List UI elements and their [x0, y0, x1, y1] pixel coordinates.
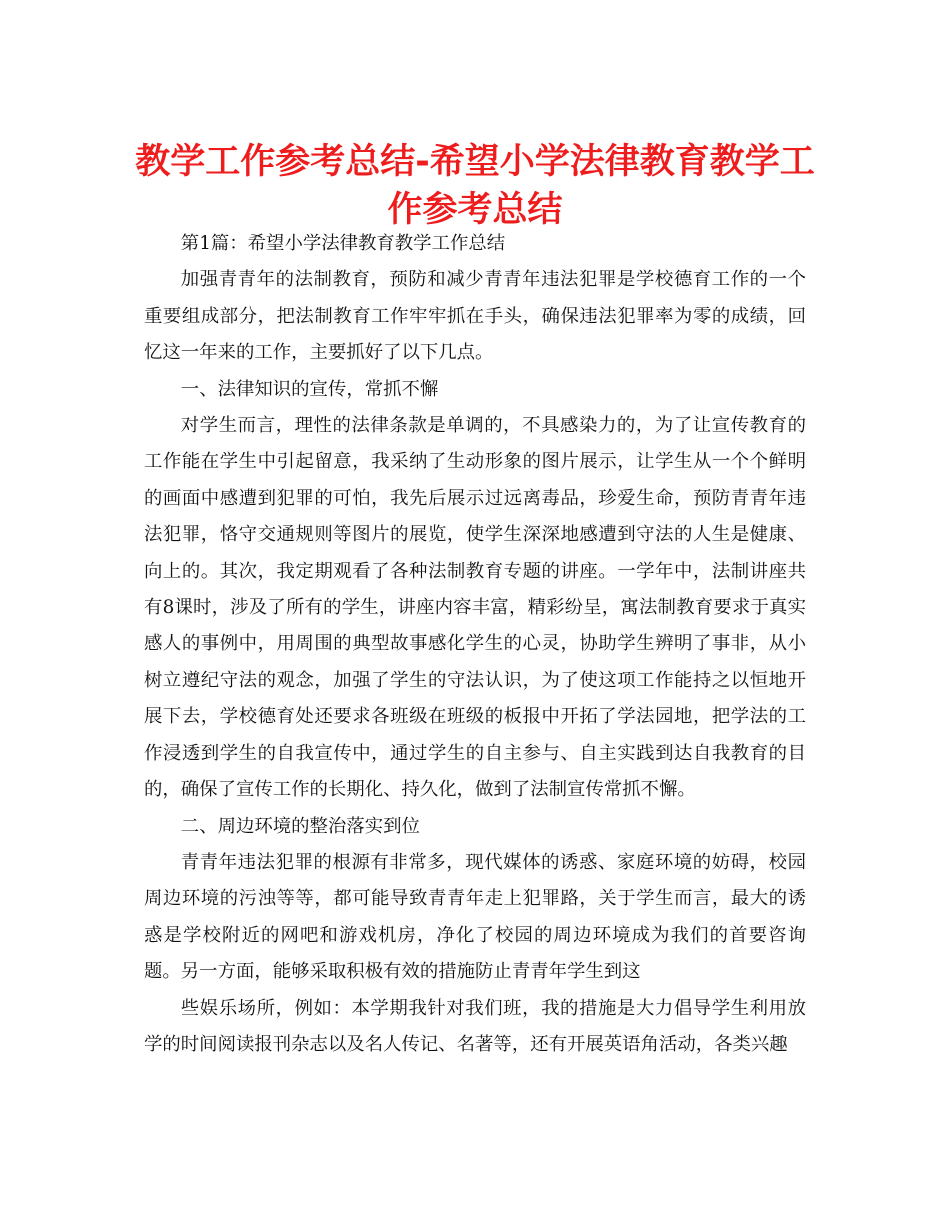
document-title: 教学工作参考总结-希望小学法律教育教学工作参考总结	[135, 142, 815, 230]
section-heading-1: 一、法律知识的宣传，常抓不懈	[180, 378, 439, 400]
section-heading-2: 二、周边环境的整治落实到位	[180, 815, 420, 837]
paragraph-legal-publicity: 对学生而言，理性的法律条款是单调的，不具感染力的，为了让宣传教育的工作能在学生中引起留意，我采纳了生动形象的图片展示，让学生从一个个鲜明的画面中感遭到犯罪的可怕，我先后展示过远离毒品，珍爱生命，预防青青年违法犯罪，恪守交通规则等图片的展览，使学生深深地感遭到守法的人生是健康、向上的。其次，我定期观看了各种法制教育专题的讲座。一学年中，法制讲座共有8课时，涉及了所有的学生，讲座内容丰富，精彩纷呈，寓法制教育要求于真实感人的事例中，用周围的典型故事感化学生的心灵，协助学生辨明了事非，从小树立遵纪守法的观念，加强了学生的守法认识，为了使这项工作能持之以恒地开展下去，学校德育处还要求各班级在班级的板报中开拓了学法园地，把学法的工作浸透到学生的自我宣传中，通过学生的自主参与、自主实践到达自我教育的目的，确保了宣传工作的长期化、持久化，做到了法制宣传常抓不懈。	[144, 415, 806, 801]
section-heading-part-1: 第1篇：希望小学法律教育教学工作总结	[180, 233, 506, 254]
paragraph-intro: 加强青青年的法制教育，预防和减少青青年违法犯罪是学校德育工作的一个重要组成部分，把法制教育工作牢牢抓在手头，确保违法犯罪率为零的成绩，回忆这一年来的工作，主要抓好了以下几点。	[144, 269, 806, 364]
document-body	[144, 226, 806, 1063]
paragraph-environment: 青青年违法犯罪的根源有非常多，现代媒体的诱惑、家庭环境的妨碍，校园周边环境的污浊等等，都可能导致青青年走上犯罪路，关于学生而言，最大的诱惑是学校附近的网吧和游戏机房，净化了校园的周边环境成为我们的首要咨询题。另一方面，能够采取积极有效的措施防止青青年学生到这	[144, 851, 806, 983]
paragraph-entertainment: 些娱乐场所，例如：本学期我针对我们班，我的措施是大力倡导学生利用放学的时间阅读报刊杂志以及名人传记、名著等，还有开展英语角活动，各类兴趣	[144, 997, 806, 1055]
